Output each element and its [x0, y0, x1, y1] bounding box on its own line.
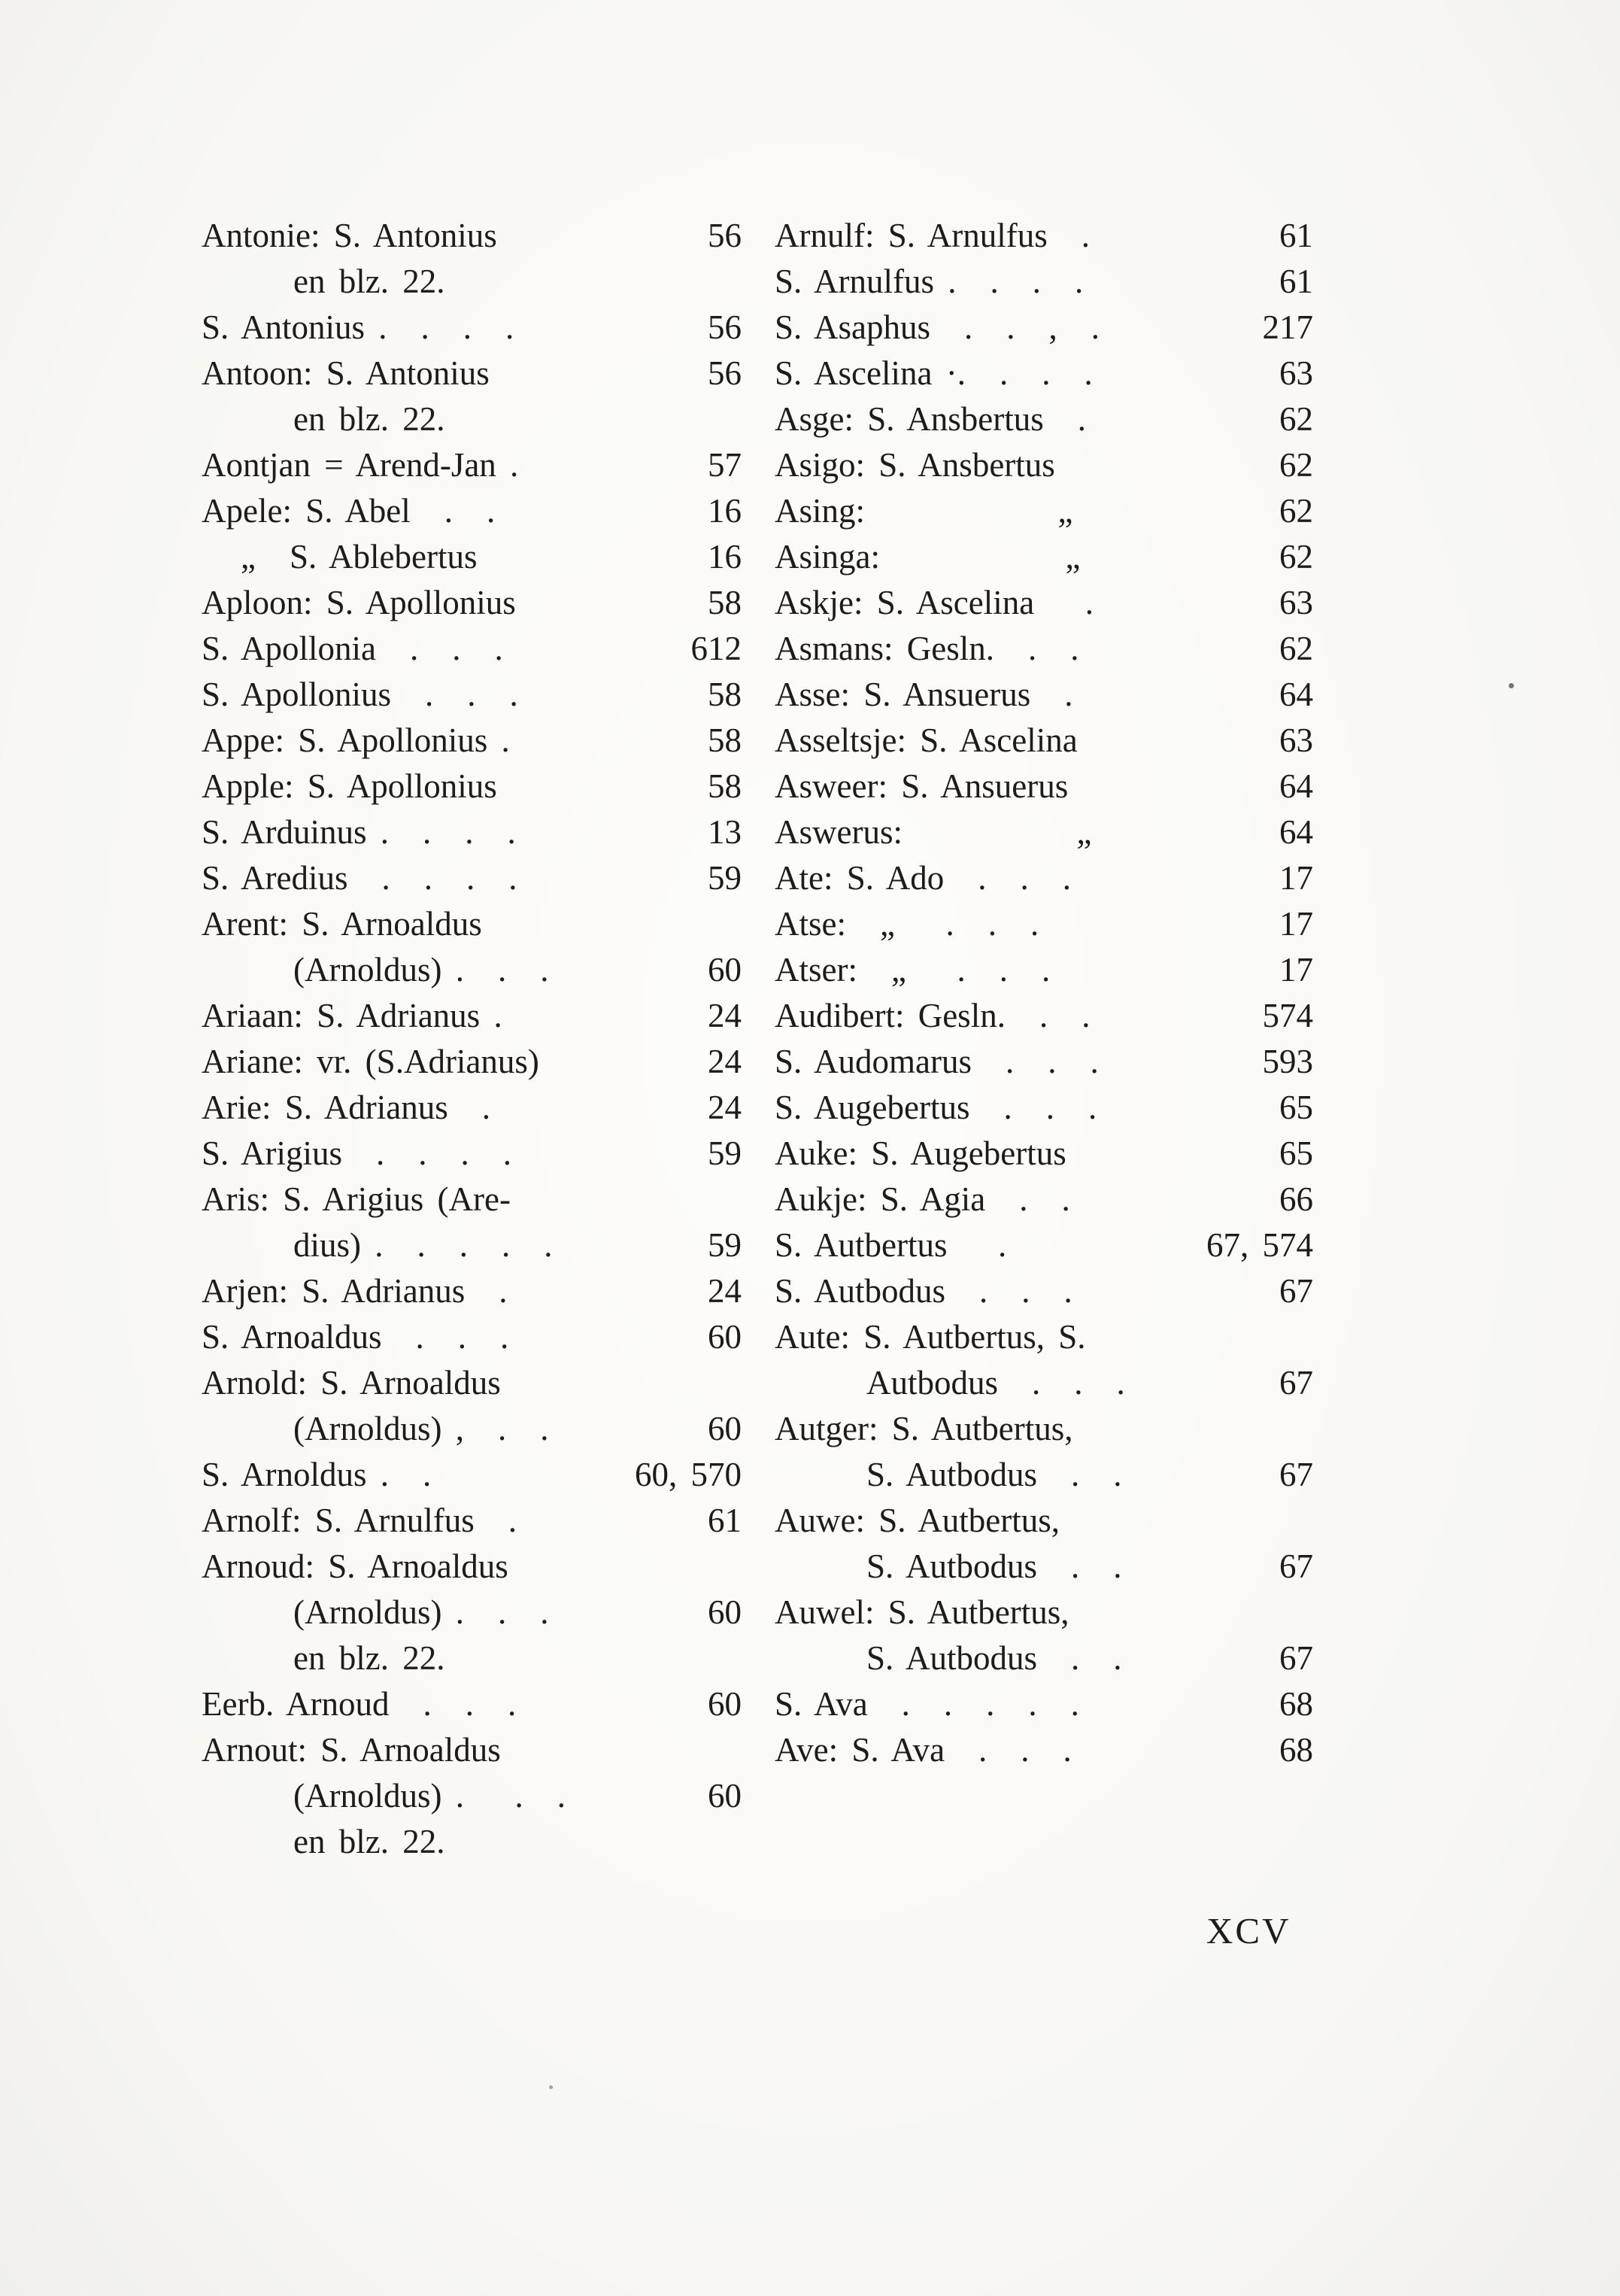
entry-page-ref: 56: [708, 354, 742, 392]
entry-page-ref: 65: [1279, 1134, 1313, 1172]
entry-text: Asing:: [775, 492, 866, 530]
index-line: [775, 1177, 1313, 1222]
entry-page-ref: 68: [1279, 1731, 1313, 1769]
entry-text: Ariaan: S. Adrianus .: [202, 997, 502, 1034]
index-line: [775, 1590, 1313, 1635]
entry-page-ref: 67: [1279, 1456, 1313, 1493]
index-line: [202, 1131, 742, 1177]
index-line: [202, 1222, 742, 1268]
index-line: [775, 1085, 1313, 1131]
index-line: [775, 809, 1313, 855]
index-line: [202, 1314, 742, 1360]
entry-page-ref: 217: [1262, 308, 1313, 346]
entry-text: Arie: S. Adrianus .: [202, 1089, 490, 1126]
entry-text: Asse: S. Ansuerus .: [775, 676, 1073, 713]
entry-page-ref: 62: [1279, 492, 1313, 530]
entry-page-ref: 63: [1279, 354, 1313, 392]
index-line: [775, 305, 1313, 351]
entry-page-ref: 62: [1279, 446, 1313, 484]
entry-page-ref: 612: [690, 630, 742, 667]
entry-text: S. Autbodus . .: [866, 1639, 1122, 1677]
entry-text: Antonie: S. Antonius: [202, 217, 497, 254]
entry-page-ref: 62: [1279, 630, 1313, 667]
entry-text: Asmans: Gesln. . .: [775, 630, 1079, 667]
entry-text: Auwel: S. Autbertus,: [775, 1593, 1069, 1631]
entry-text: Arnold: S. Arnoaldus: [202, 1364, 501, 1402]
entry-text: Ave: S. Ava . . .: [775, 1731, 1072, 1769]
index-line: [202, 1727, 742, 1773]
entry-text: Asigo: S. Ansbertus: [775, 446, 1055, 484]
entry-page-ref: 62: [1279, 538, 1313, 576]
entry-text: Atse: „ . . .: [775, 905, 1039, 943]
entry-text: Apple: S. Apollonius: [202, 767, 497, 805]
index-line: [202, 626, 742, 672]
index-line: [775, 488, 1313, 534]
entry-page-ref: 60, 570: [635, 1456, 742, 1493]
entry-page-ref: 65: [1279, 1089, 1313, 1126]
index-line: [775, 1635, 1313, 1681]
index-line: [202, 488, 742, 534]
entry-text: S. Ascelina ·. . . .: [775, 354, 1093, 392]
entry-text: Asweer: S. Ansuerus: [775, 767, 1069, 805]
index-line: [202, 1773, 742, 1819]
index-line: [775, 442, 1313, 488]
index-line: [202, 1681, 742, 1727]
entry-page-ref: 63: [1279, 584, 1313, 621]
entry-page-ref: 61: [1279, 263, 1313, 300]
entry-page-ref: 58: [708, 721, 742, 759]
index-line: [775, 1498, 1313, 1544]
index-line: [775, 626, 1313, 672]
entry-page-ref: 574: [1262, 997, 1313, 1034]
index-line: [202, 764, 742, 809]
entry-page-ref: 60: [708, 951, 742, 989]
entry-page-ref: 61: [708, 1502, 742, 1539]
index-line: [775, 1314, 1313, 1360]
entry-text: S. Arnoaldus . . .: [202, 1318, 509, 1356]
entry-page-ref: 67: [1279, 1547, 1313, 1585]
entry-page-ref: 16: [708, 538, 742, 576]
entry-text: en blz. 22.: [293, 1823, 445, 1860]
index-line: [775, 947, 1313, 993]
entry-text: Asinga:: [775, 538, 880, 576]
entry-page-ref: 64: [1279, 676, 1313, 713]
ditto-mark: „: [1076, 813, 1092, 851]
entry-text: Aploon: S. Apollonius: [202, 584, 516, 621]
entry-text: „ S. Ablebertus: [241, 538, 478, 576]
index-line: [202, 351, 742, 396]
index-line: [202, 305, 742, 351]
entry-text: en blz. 22.: [293, 400, 445, 438]
entry-page-ref: 17: [1279, 905, 1313, 943]
index-line: [202, 1406, 742, 1452]
entry-page-ref: 62: [1279, 400, 1313, 438]
entry-page-ref: 593: [1262, 1043, 1313, 1080]
entry-text: S. Antonius . . . .: [202, 308, 514, 346]
index-line: [775, 1727, 1313, 1773]
index-line: [775, 1544, 1313, 1590]
index-column-left: [202, 213, 742, 1865]
index-text-block: [202, 213, 1315, 1865]
entry-text: Ariane: vr. (S.Adrianus): [202, 1043, 539, 1080]
entry-page-ref: 60: [708, 1410, 742, 1447]
entry-text: S. Augebertus . . .: [775, 1089, 1097, 1126]
index-line: [775, 1681, 1313, 1727]
entry-text: (Arnoldus) . . .: [293, 1593, 549, 1631]
entry-text: Arent: S. Arnoaldus: [202, 905, 482, 943]
entry-text: Atser: „ . . .: [775, 951, 1051, 989]
index-line: [202, 718, 742, 764]
index-line: [775, 213, 1313, 259]
entry-page-ref: 67: [1279, 1364, 1313, 1402]
index-line: [202, 809, 742, 855]
page-number-roman: XCV: [1206, 1910, 1291, 1951]
entry-page-ref: 56: [708, 217, 742, 254]
index-line: [202, 1039, 742, 1085]
index-line: [202, 580, 742, 626]
entry-text: Aute: S. Autbertus, S.: [775, 1318, 1086, 1356]
entry-text: Askje: S. Ascelina .: [775, 584, 1094, 621]
entry-text: S. Arduinus . . . .: [202, 813, 516, 851]
entry-page-ref: 68: [1279, 1685, 1313, 1723]
entry-text: Ate: S. Ado . . .: [775, 859, 1072, 897]
index-line: [202, 901, 742, 947]
entry-text: (Arnoldus) . . .: [293, 1777, 566, 1815]
entry-page-ref: 60: [708, 1318, 742, 1356]
entry-page-ref: 58: [708, 767, 742, 805]
entry-page-ref: 57: [708, 446, 742, 484]
entry-text: en blz. 22.: [293, 1639, 445, 1677]
entry-text: en blz. 22.: [293, 263, 445, 300]
entry-text: S. Aredius . . . .: [202, 859, 517, 897]
index-line: [202, 993, 742, 1039]
entry-text: S. Asaphus . . , .: [775, 308, 1100, 346]
index-column-right: [775, 213, 1313, 1865]
index-line: [775, 718, 1313, 764]
entry-page-ref: 59: [708, 859, 742, 897]
entry-text: dius) . . . . .: [293, 1226, 553, 1264]
index-line: [775, 1268, 1313, 1314]
scan-artifact-dot: [1509, 683, 1514, 688]
entry-text: S. Autbodus . .: [866, 1547, 1122, 1585]
entry-text: S. Autbodus . .: [866, 1456, 1122, 1493]
index-line: [202, 1452, 742, 1498]
entry-text: Asseltsje: S. Ascelina: [775, 721, 1078, 759]
entry-page-ref: 58: [708, 584, 742, 621]
index-line: [775, 580, 1313, 626]
entry-text: Appe: S. Apollonius .: [202, 721, 510, 759]
index-line: [202, 947, 742, 993]
index-line: [775, 1452, 1313, 1498]
index-line: [775, 855, 1313, 901]
entry-text: Apele: S. Abel . .: [202, 492, 496, 530]
index-line: [775, 1131, 1313, 1177]
index-line: [775, 534, 1313, 580]
entry-text: S. Ava . . . . .: [775, 1685, 1079, 1723]
entry-page-ref: 64: [1279, 813, 1313, 851]
index-line: [202, 1085, 742, 1131]
entry-text: Aswerus:: [775, 813, 903, 851]
entry-page-ref: 66: [1279, 1180, 1313, 1218]
entry-page-ref: 17: [1279, 951, 1313, 989]
entry-page-ref: 24: [708, 1272, 742, 1310]
entry-text: (Arnoldus) . . .: [293, 951, 549, 989]
entry-text: Arnulf: S. Arnulfus .: [775, 217, 1090, 254]
entry-page-ref: 67, 574: [1206, 1226, 1313, 1264]
index-line: [775, 1360, 1313, 1406]
entry-text: Audibert: Gesln. . .: [775, 997, 1091, 1034]
entry-page-ref: 24: [708, 997, 742, 1034]
index-line: [202, 1819, 742, 1865]
index-line: [202, 442, 742, 488]
entry-page-ref: 59: [708, 1226, 742, 1264]
entry-text: (Arnoldus) , . .: [293, 1410, 549, 1447]
index-line: [775, 1406, 1313, 1452]
index-line: [202, 672, 742, 718]
index-line: [202, 1498, 742, 1544]
index-line: [775, 351, 1313, 396]
index-line: [202, 1635, 742, 1681]
entry-page-ref: 60: [708, 1777, 742, 1815]
index-line: [202, 396, 742, 442]
entry-text: Arnolf: S. Arnulfus .: [202, 1502, 517, 1539]
index-line: [775, 1039, 1313, 1085]
entry-text: S. Arnoldus . .: [202, 1456, 432, 1493]
index-line: [202, 1360, 742, 1406]
entry-page-ref: 58: [708, 676, 742, 713]
entry-page-ref: 63: [1279, 721, 1313, 759]
entry-text: Eerb. Arnoud . . .: [202, 1685, 517, 1723]
entry-text: Asge: S. Ansbertus .: [775, 400, 1087, 438]
index-line: [202, 1268, 742, 1314]
entry-text: S. Arnulfus . . . .: [775, 263, 1084, 300]
entry-text: Arjen: S. Adrianus .: [202, 1272, 508, 1310]
index-line: [775, 764, 1313, 809]
entry-text: S. Apollonia . . .: [202, 630, 503, 667]
index-line: [775, 672, 1313, 718]
entry-page-ref: 67: [1279, 1272, 1313, 1310]
entry-page-ref: 16: [708, 492, 742, 530]
index-line: [202, 1544, 742, 1590]
entry-page-ref: 24: [708, 1089, 742, 1126]
entry-page-ref: 56: [708, 308, 742, 346]
index-line: [202, 855, 742, 901]
entry-text: S. Autbodus . . .: [775, 1272, 1072, 1310]
entry-text: Arnoud: S. Arnoaldus: [202, 1547, 508, 1585]
entry-page-ref: 24: [708, 1043, 742, 1080]
entry-page-ref: 13: [708, 813, 742, 851]
index-line: [202, 534, 742, 580]
entry-text: Autger: S. Autbertus,: [775, 1410, 1073, 1447]
index-line: [775, 259, 1313, 305]
entry-text: Arnout: S. Arnoaldus: [202, 1731, 501, 1769]
entry-page-ref: 64: [1279, 767, 1313, 805]
index-line: [775, 396, 1313, 442]
ditto-mark: „: [1065, 538, 1081, 576]
scan-artifact-dot: [549, 2085, 553, 2089]
index-line: [202, 1590, 742, 1635]
index-line: [775, 1222, 1313, 1268]
index-line: [775, 901, 1313, 947]
entry-text: Antoon: S. Antonius: [202, 354, 490, 392]
index-line: [202, 259, 742, 305]
entry-page-ref: 60: [708, 1593, 742, 1631]
entry-text: Autbodus . . .: [866, 1364, 1125, 1402]
entry-text: S. Audomarus . . .: [775, 1043, 1099, 1080]
index-line: [202, 213, 742, 259]
ditto-mark: „: [1057, 492, 1073, 530]
entry-page-ref: 59: [708, 1134, 742, 1172]
entry-text: S. Autbertus .: [775, 1226, 1007, 1264]
index-line: [202, 1177, 742, 1222]
entry-page-ref: 67: [1279, 1639, 1313, 1677]
entry-text: S. Apollonius . . .: [202, 676, 518, 713]
entry-text: Aontjan = Arend-Jan .: [202, 446, 519, 484]
entry-page-ref: 61: [1279, 217, 1313, 254]
entry-page-ref: 60: [708, 1685, 742, 1723]
entry-page-ref: 17: [1279, 859, 1313, 897]
entry-text: Auke: S. Augebertus: [775, 1134, 1066, 1172]
entry-text: Aukje: S. Agia . .: [775, 1180, 1070, 1218]
entry-text: S. Arigius . . . .: [202, 1134, 512, 1172]
entry-text: Auwe: S. Autbertus,: [775, 1502, 1060, 1539]
index-line: [775, 993, 1313, 1039]
entry-text: Aris: S. Arigius (Are-: [202, 1180, 511, 1218]
